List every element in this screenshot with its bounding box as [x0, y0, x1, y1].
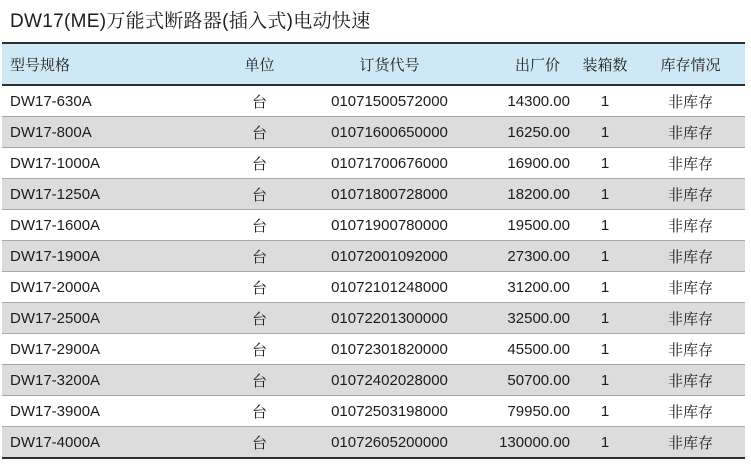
- cell-unit: 台: [251, 155, 267, 173]
- cell-price: 130000.00: [499, 433, 570, 451]
- cell-stock-status: 非库存: [667, 186, 713, 204]
- cell-stock-status: 非库存: [667, 434, 713, 452]
- cell-unit: 台: [251, 403, 267, 421]
- cell-unit: 台: [251, 248, 267, 266]
- cell-packing-qty: 1: [600, 402, 610, 420]
- cell-model: DW17-3900A: [10, 402, 101, 420]
- cell-packing-qty: 1: [600, 371, 610, 389]
- cell-stock-status: 非库存: [667, 372, 713, 390]
- cell-price: 14300.00: [507, 92, 570, 110]
- table-row: [2, 334, 745, 365]
- cell-order-code: 01071900780000: [331, 216, 448, 234]
- cell-price: 19500.00: [507, 216, 570, 234]
- cell-model: DW17-1250A: [10, 185, 101, 203]
- cell-stock-status: 非库存: [667, 248, 713, 266]
- cell-model: DW17-800A: [10, 123, 92, 141]
- cell-order-code: 01071700676000: [331, 154, 448, 172]
- cell-stock-status: 非库存: [667, 341, 713, 359]
- cell-model: DW17-1900A: [10, 247, 101, 265]
- cell-unit: 台: [251, 434, 267, 452]
- cell-stock-status: 非库存: [667, 155, 713, 173]
- column-header-price: 出厂价: [497, 43, 574, 85]
- cell-stock-status: 非库存: [667, 279, 713, 297]
- cell-unit: 台: [251, 310, 267, 328]
- cell-stock-status: 非库存: [667, 217, 713, 235]
- cell-price: 50700.00: [507, 371, 570, 389]
- cell-stock-status: 非库存: [667, 124, 713, 142]
- cell-packing-qty: 1: [600, 123, 610, 141]
- cell-unit: 台: [251, 279, 267, 297]
- cell-stock-status: 非库存: [667, 310, 713, 328]
- cell-order-code: 01072402028000: [331, 371, 448, 389]
- cell-unit: 台: [251, 93, 267, 111]
- table-row: [2, 179, 745, 210]
- cell-price: 27300.00: [507, 247, 570, 265]
- table-row: [2, 427, 745, 459]
- cell-unit: 台: [251, 124, 267, 142]
- cell-packing-qty: 1: [600, 433, 610, 451]
- cell-packing-qty: 1: [600, 185, 610, 203]
- cell-unit: 台: [251, 341, 267, 359]
- column-header-stock-status: 库存情况: [636, 43, 745, 85]
- header-row: [2, 43, 745, 85]
- cell-unit: 台: [251, 217, 267, 235]
- price-table: [2, 42, 745, 459]
- cell-order-code: 01072101248000: [331, 278, 448, 296]
- table-row: [2, 303, 745, 334]
- cell-model: DW17-1000A: [10, 154, 101, 172]
- cell-model: DW17-630A: [10, 92, 92, 110]
- cell-order-code: 01071500572000: [331, 92, 448, 110]
- column-header-packing-qty: 装箱数: [574, 43, 636, 85]
- cell-unit: 台: [251, 186, 267, 204]
- cell-model: DW17-4000A: [10, 433, 101, 451]
- cell-order-code: 01071800728000: [331, 185, 448, 203]
- table-row: [2, 117, 745, 148]
- cell-packing-qty: 1: [600, 154, 610, 172]
- cell-packing-qty: 1: [600, 278, 610, 296]
- cell-price: 18200.00: [507, 185, 570, 203]
- column-header-model: 型号规格: [2, 43, 237, 85]
- cell-order-code: 01072503198000: [331, 402, 448, 420]
- cell-packing-qty: 1: [600, 309, 610, 327]
- cell-model: DW17-2900A: [10, 340, 101, 358]
- column-header-unit: 单位: [237, 43, 282, 85]
- cell-price: 45500.00: [507, 340, 570, 358]
- cell-model: DW17-2000A: [10, 278, 101, 296]
- cell-packing-qty: 1: [600, 92, 610, 110]
- table-header: [2, 43, 745, 85]
- cell-order-code: 01072201300000: [331, 309, 448, 327]
- column-header-order-code: 订货代号: [282, 43, 497, 85]
- cell-price: 16900.00: [507, 154, 570, 172]
- cell-stock-status: 非库存: [667, 403, 713, 421]
- page-title: DW17(ME)万能式断路器(插入式)电动快速: [10, 11, 371, 32]
- table-row: [2, 241, 745, 272]
- cell-stock-status: 非库存: [667, 93, 713, 111]
- table-row: [2, 396, 745, 427]
- cell-model: DW17-2500A: [10, 309, 101, 327]
- cell-order-code: 01072301820000: [331, 340, 448, 358]
- table-row: [2, 85, 745, 117]
- cell-price: 32500.00: [507, 309, 570, 327]
- cell-model: DW17-3200A: [10, 371, 101, 389]
- cell-price: 79950.00: [507, 402, 570, 420]
- cell-model: DW17-1600A: [10, 216, 101, 234]
- cell-packing-qty: 1: [600, 216, 610, 234]
- cell-order-code: 01071600650000: [331, 123, 448, 141]
- table-body: [2, 85, 745, 458]
- table-row: [2, 272, 745, 303]
- cell-price: 31200.00: [507, 278, 570, 296]
- cell-price: 16250.00: [507, 123, 570, 141]
- cell-packing-qty: 1: [600, 247, 610, 265]
- cell-order-code: 01072001092000: [331, 247, 448, 265]
- cell-unit: 台: [251, 372, 267, 390]
- cell-order-code: 01072605200000: [331, 433, 448, 451]
- table-row: [2, 365, 745, 396]
- table-row: [2, 210, 745, 241]
- table-row: [2, 148, 745, 179]
- cell-packing-qty: 1: [600, 340, 610, 358]
